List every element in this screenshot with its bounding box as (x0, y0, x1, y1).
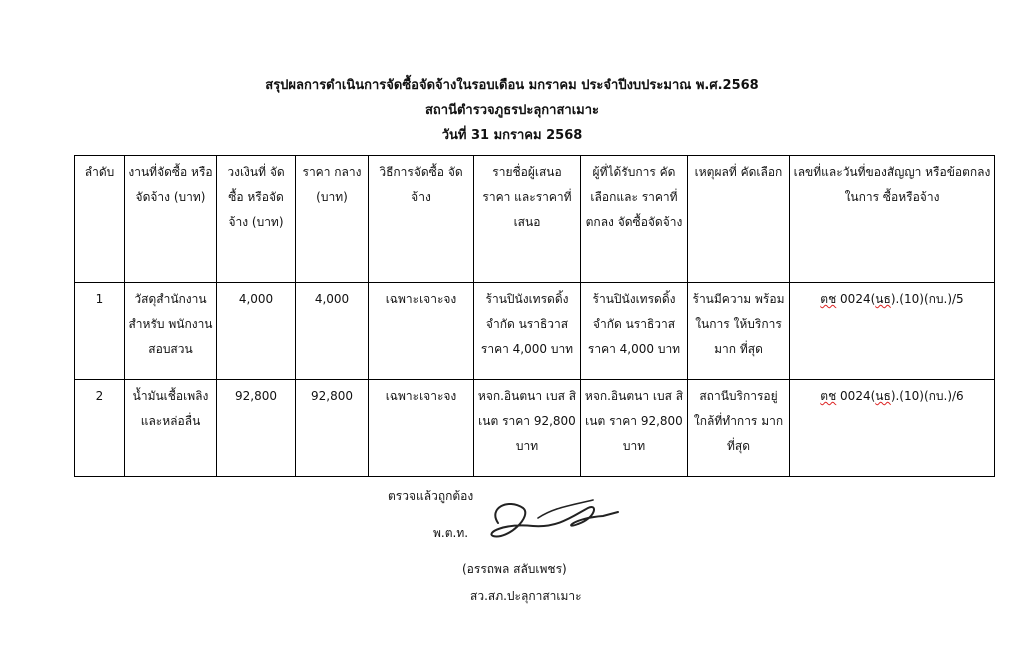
row-budget: 4,000 (217, 283, 296, 380)
col-header-contract: เลขที่และวันที่ของสัญญา หรือข้อตกลงในการ ซื้อหรือจ้าง (790, 156, 995, 283)
row-median-price: 4,000 (296, 283, 369, 380)
row-winner: หจก.อินตนา เบส สิเนต ราคา 92,800 บาท (581, 380, 688, 477)
row-contract (790, 380, 995, 477)
report-date: วันที่ 31 มกราคม 2568 (441, 128, 583, 143)
col-header-no: ลำดับ (75, 156, 125, 283)
row-contract (790, 283, 995, 380)
contract-code: นธ (875, 292, 891, 306)
row-bidder: ร้านปินังเทรดดิ้ง จำกัด นราธิวาส ราคา 4,000 บาท (474, 283, 581, 380)
col-header-method: วิธีการจัดซื้อ จัดจ้าง (369, 156, 474, 283)
contract-prefix: ตช (820, 389, 837, 403)
row-budget: 92,800 (217, 380, 296, 477)
contract-number: 0024( (836, 292, 876, 306)
handwritten-signature (478, 478, 628, 558)
row-winner: ร้านปินังเทรดดิ้ง จำกัด นราธิวาส ราคา 4,000 บาท (581, 283, 688, 380)
row-no: 2 (75, 380, 125, 477)
row-reason: ร้านมีความ พร้อมในการ ให้บริการมาก ที่สุด (688, 283, 790, 380)
col-header-median-price: ราคา กลาง (บาท) (296, 156, 369, 283)
table-header-row (75, 156, 995, 283)
contract-suffix: ).(10)(กบ.)/6 (890, 389, 964, 403)
station-name: สถานีตำรวจภูธรปะลุกาสาเมาะ (424, 103, 600, 118)
table-row (75, 380, 995, 477)
contract-code: นธ (875, 389, 891, 403)
col-header-item: งานที่จัดซื้อ หรือจัดจ้าง (บาท) (125, 156, 217, 283)
row-bidder: หจก.อินตนา เบส สิเนต ราคา 92,800 บาท (474, 380, 581, 477)
row-item: วัสดุสำนักงาน สำหรับ พนักงาน สอบสวน (125, 283, 217, 380)
row-no: 1 (75, 283, 125, 380)
contract-suffix: ).(10)(กบ.)/5 (890, 292, 964, 306)
col-header-reason: เหตุผลที่ คัดเลือก (688, 156, 790, 283)
col-header-budget: วงเงินที่ จัดซื้อ หรือจัด จ้าง (บาท) (217, 156, 296, 283)
table-row (75, 283, 995, 380)
col-header-bidders: รายชื่อผู้เสนอ ราคา และราคาที่ เสนอ (474, 156, 581, 283)
row-reason: สถานีบริการอยู่ ใกล้ที่ทำการ มากที่สุด (688, 380, 790, 477)
row-median-price: 92,800 (296, 380, 369, 477)
procurement-table (74, 155, 995, 477)
row-item: น้ำมันเชื้อเพลิง และหล่อลื่น (125, 380, 217, 477)
verified-label: ตรวจแล้วถูกต้อง (388, 489, 474, 503)
contract-prefix: ตช (820, 292, 837, 306)
row-method: เฉพาะเจาะจง (369, 380, 474, 477)
report-title: สรุปผลการดำเนินการจัดซื้อจัดจ้างในรอบเดือน มกราคม ประจำปีงบประมาณ พ.ศ.2568 (265, 78, 759, 93)
signer-name: (อรรถพล สลับเพชร) (462, 562, 567, 576)
signer-position: สว.สภ.ปะลุกาสาเมาะ (470, 589, 582, 603)
signer-rank: พ.ต.ท. (433, 526, 469, 540)
row-method: เฉพาะเจาะจง (369, 283, 474, 380)
col-header-winner: ผู้ที่ได้รับการ คัดเลือกและ ราคาที่ตกลง จัดซื้อจัดจ้าง (581, 156, 688, 283)
contract-number: 0024( (836, 389, 876, 403)
